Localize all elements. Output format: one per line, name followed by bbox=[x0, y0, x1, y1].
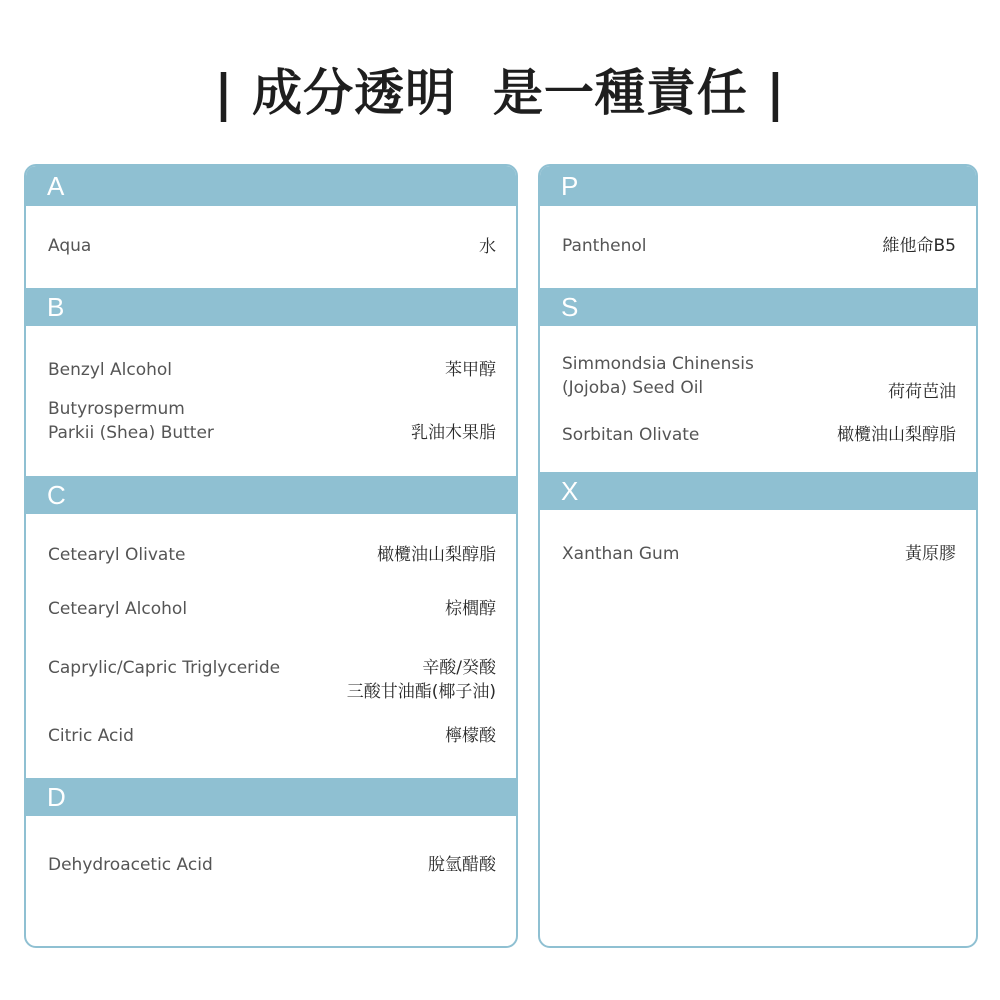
ingredient-zh-caprylic-capric-triglyceride: 辛酸/癸酸 三酸甘油酯(椰子油) bbox=[346, 658, 496, 702]
ingredient-en-citric-acid: Citric Acid bbox=[48, 726, 134, 746]
left-ingredient-panel bbox=[24, 164, 518, 948]
ingredient-en-jojoba-seed-oil: Simmondsia Chinensis (Jojoba) Seed Oil bbox=[562, 354, 754, 398]
group-header-p: P bbox=[540, 166, 976, 206]
ingredient-en-benzyl-alcohol: Benzyl Alcohol bbox=[48, 360, 173, 380]
ingredient-zh-citric-acid: 檸檬酸 bbox=[445, 726, 496, 746]
ingredient-en-aqua: Aqua bbox=[48, 236, 92, 256]
ingredient-zh-benzyl-alcohol: 苯甲醇 bbox=[445, 360, 496, 380]
ingredient-en-cetearyl-alcohol: Cetearyl Alcohol bbox=[48, 599, 188, 619]
ingredient-zh-xanthan-gum: 黃原膠 bbox=[905, 544, 956, 564]
ingredient-zh-dehydroacetic-acid: 脫氫醋酸 bbox=[428, 855, 496, 875]
group-header-d: D bbox=[26, 778, 516, 816]
right-ingredient-panel bbox=[538, 164, 978, 948]
ingredient-zh-shea-butter: 乳油木果脂 bbox=[411, 423, 496, 443]
ingredient-en-shea-butter: Butyrospermum Parkii (Shea) Butter bbox=[48, 399, 214, 443]
ingredient-en-dehydroacetic-acid: Dehydroacetic Acid bbox=[48, 855, 213, 875]
ingredient-zh-sorbitan-olivate: 橄欖油山梨醇脂 bbox=[837, 425, 956, 445]
ingredient-en-cetearyl-olivate: Cetearyl Olivate bbox=[48, 545, 186, 565]
group-header-x: X bbox=[540, 472, 976, 510]
ingredient-en-sorbitan-olivate: Sorbitan Olivate bbox=[562, 425, 700, 445]
page-title: | 成分透明 是一種責任 | bbox=[214, 64, 786, 122]
ingredient-zh-panthenol: 維他命B5 bbox=[882, 236, 956, 256]
group-header-c: C bbox=[26, 476, 516, 514]
ingredient-zh-cetearyl-alcohol: 棕櫚醇 bbox=[445, 599, 496, 619]
ingredient-zh-aqua: 水 bbox=[479, 237, 496, 257]
group-header-s: S bbox=[540, 288, 976, 326]
ingredient-en-panthenol: Panthenol bbox=[562, 236, 647, 256]
group-header-a: A bbox=[26, 166, 516, 206]
ingredient-en-caprylic-capric-triglyceride: Caprylic/Capric Triglyceride bbox=[48, 658, 281, 678]
group-header-b: B bbox=[26, 288, 516, 326]
ingredient-en-xanthan-gum: Xanthan Gum bbox=[562, 544, 680, 564]
ingredient-zh-jojoba-seed-oil: 荷荷芭油 bbox=[888, 382, 956, 402]
ingredient-zh-cetearyl-olivate: 橄欖油山梨醇脂 bbox=[377, 545, 496, 565]
